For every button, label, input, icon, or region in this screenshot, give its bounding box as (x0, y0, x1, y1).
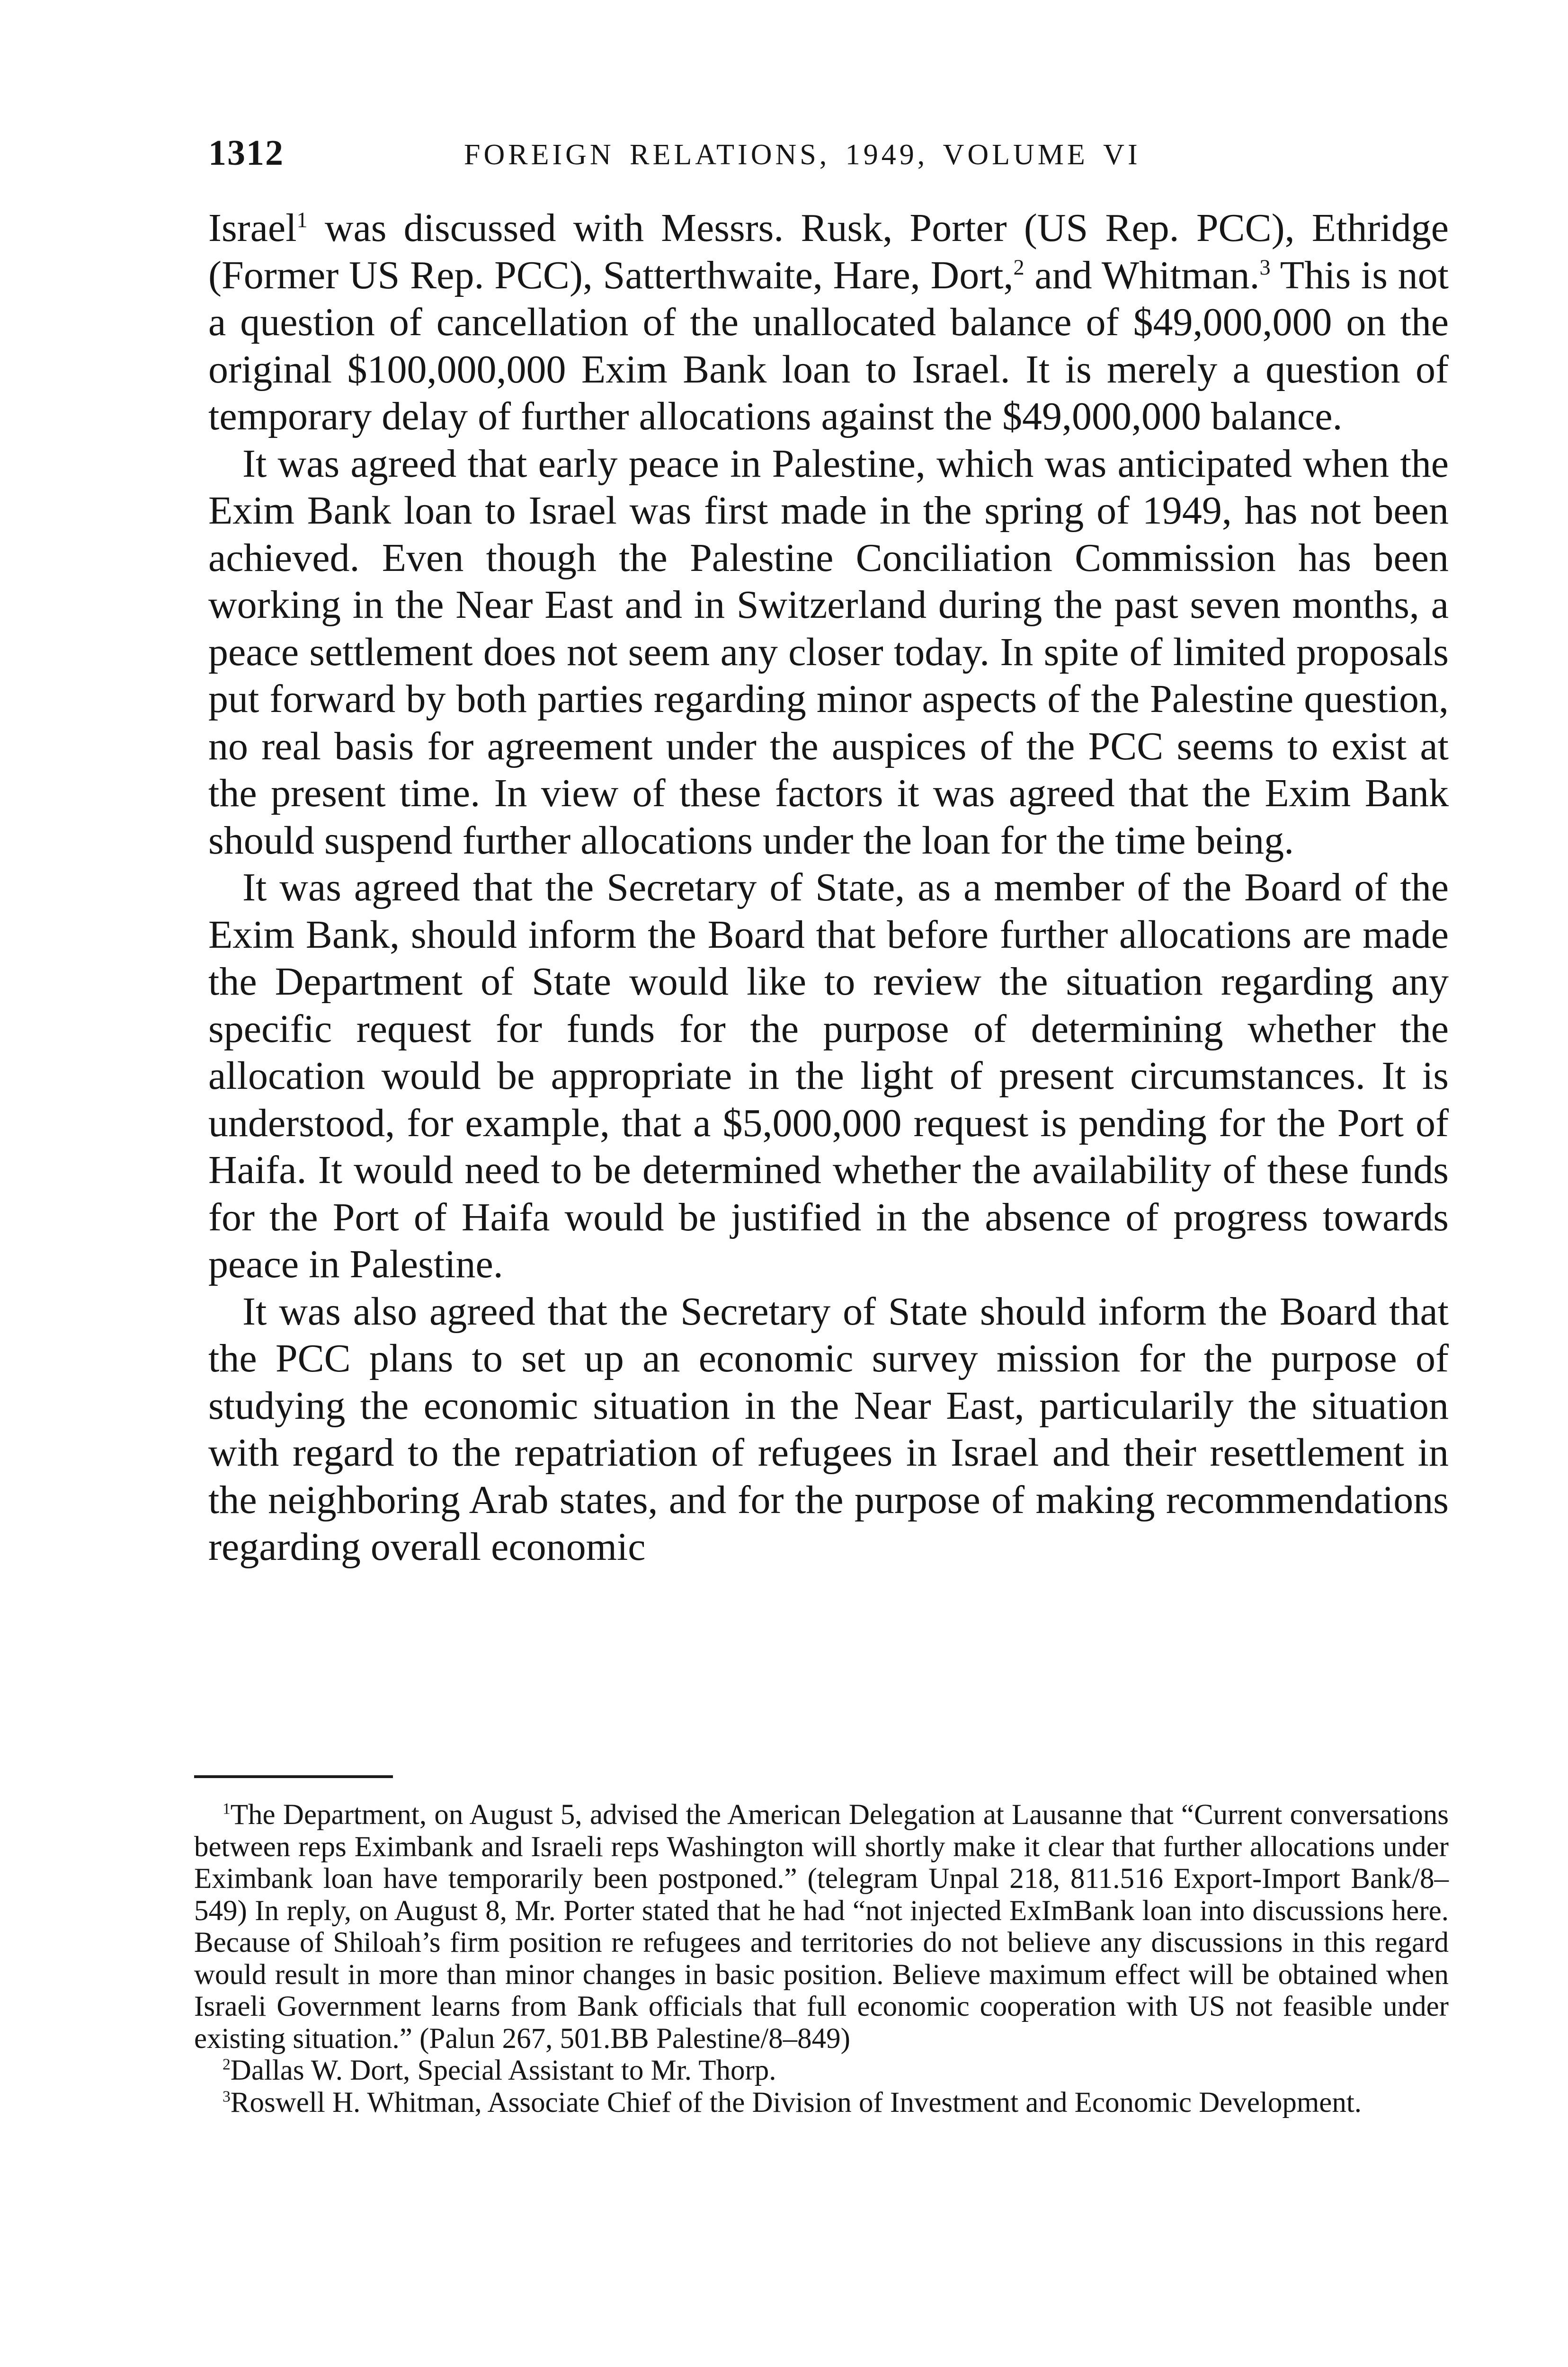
page-header (208, 133, 1449, 185)
page-number: 1312 (208, 133, 284, 173)
paragraph-2: It was agreed that early peace in Palestine, which was anticipated when the Exim Bank loan to Israel was first made in the spring of 1949, has not been achieved. Even though the Palestine Conciliation Commission has been working in the Near East and in Switzerland during the past seven months, a peace settlement does not seem any closer today. In spite of limited proposals put forward by both parties regarding minor aspects of the Palestine question, no real basis for agreement under the auspices of the PCC seems to exist at the present time. In view of these factors it was agreed that the Exim Bank should suspend further allocations under the loan for the time being. (208, 441, 1449, 863)
footnote-divider (194, 1775, 393, 1778)
footnote-text: Dallas W. Dort, Special Assistant to Mr. Thorp. (230, 2055, 776, 2086)
running-head: FOREIGN RELATIONS, 1949, VOLUME VI (464, 139, 1141, 171)
footnote-1 (194, 1799, 1449, 2055)
footnote-ref-2: 2 (1013, 255, 1025, 279)
footnote-text: The Department, on August 5, advised the American Delegation at Lausanne that “Current conversations between reps Eximbank and Israeli reps Washington will shortly make it clear that further allocations under Eximbank loan have temporarily been postponed.” (telegram Unpal 218, 811.516 Export-Import Bank/8–549) In reply, on August 8, Mr. Porter stated that he had “not injected ExImBank loan into discussions here. Because of Shiloah’s firm position re refugees and territories do not believe any discussions in this regard would result in more than minor changes in basic position. Believe maximum effect will be obtained when Israeli Government learns from Bank officials that full economic cooperation with US not feasible under existing situation.” (Palun 267, 501.BB Palestine/8–849) (194, 1799, 1449, 2055)
main-text (208, 205, 1449, 1571)
paragraph-3: It was agreed that the Secretary of State, as a member of the Board of the Exim Bank, should inform the Board that before further allocations are made the Department of State would like to review the situation regarding any specific request for funds for the purpose of determining whether the allocation would be appropriate in the light of present circumstances. It is understood, for example, that a $5,000,000 request is pending for the Port of Haifa. It would need to be determined whether the availability of these funds for the Port of Haifa would be justified in the absence of progress towards peace in Palestine. (208, 865, 1449, 1286)
paragraph-4: It was also agreed that the Secretary of State should inform the Board that the PCC plans to set up an economic survey mission for the purpose of studying the economic situation in the Near East, particularily the situation with regard to the repatriation of refugees in Israel and their resettlement in the neighboring Arab states, and for the purpose of making recommendations regarding overall economic (208, 1289, 1449, 1569)
footnote-ref-1: 1 (296, 208, 308, 232)
paragraph-1: Israel$^1$ was discussed with Messrs. Rusk, Porter (US Rep. PCC), Ethridge (Former US Rep. PCC), Satterthwaite, Hare, Dort,$^2$ and Whitman.$^3$ This is not a question of cancellation of the unallocated balance of $49,000,000 on the original $100,000,000 Exim Bank loan to Israel. It is merely a question of temporary delay of further allocations against the $49,000,000 balance. (208, 206, 1449, 438)
footnote-marker: 3 (223, 2088, 231, 2106)
footnote-text: Roswell H. Whitman, Associate Chief of the Division of Investment and Economic Development. (230, 2086, 1362, 2118)
footnote-2 (194, 2055, 1449, 2087)
footnote-ref-3: 3 (1259, 255, 1271, 279)
footnote-marker: 2 (223, 2056, 231, 2073)
footnote-marker: 1 (223, 1800, 231, 1818)
footnote-3 (194, 2087, 1449, 2119)
footnotes (194, 1799, 1449, 2118)
